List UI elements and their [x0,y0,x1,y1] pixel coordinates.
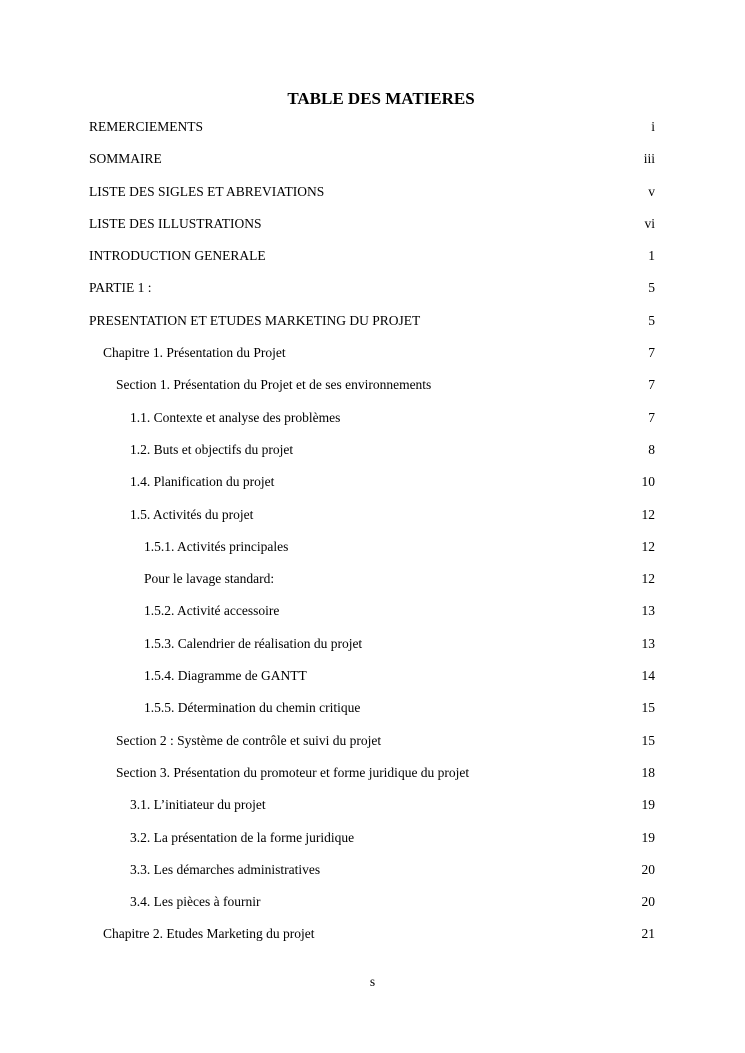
toc-entry[interactable] [89,343,655,375]
toc-entry[interactable] [89,117,655,149]
toc-entry[interactable] [89,860,655,892]
toc-entry[interactable] [89,828,655,860]
toc-entry[interactable] [89,763,655,795]
toc-entry-label: Pour le lavage standard: [144,571,275,587]
toc-entry-page-number: i [651,119,655,134]
toc-entry-label: 1.5.5. Détermination du chemin critique [144,700,361,716]
toc-entry[interactable] [89,698,655,730]
toc-entry-label: 1.1. Contexte et analyse des problèmes [130,409,341,425]
toc-entry-label: INTRODUCTION GENERALE [89,248,266,264]
toc-entry[interactable] [89,214,655,246]
toc-entry-label: Section 3. Présentation du promoteur et forme juridique du projet [116,764,470,780]
toc-entry-label: Section 1. Présentation du Projet et de ses environnements [116,377,432,393]
toc-entry-page-number: 5 [648,280,655,296]
toc-entry-page-number: 5 [648,312,655,328]
toc-entry-page-number: 21 [641,926,655,942]
toc-entry-page-number: 14 [641,668,655,684]
toc-entry-page-number: 12 [641,506,655,522]
toc-entry[interactable] [89,311,655,343]
toc-entry-page-number: 18 [641,764,655,780]
toc-entry[interactable] [89,440,655,472]
toc-entry[interactable] [89,569,655,601]
toc-entry-label: 1.5.3. Calendrier de réalisation du projet [144,635,363,651]
toc-entry-label: 1.5.2. Activité accessoire [144,603,280,619]
toc-entry-label: 3.2. La présentation de la forme juridique [130,829,355,845]
toc-entry-label: Chapitre 2. Etudes Marketing du projet [103,926,315,942]
toc-entry-label: 1.4. Planification du projet [130,474,275,490]
toc-entry[interactable] [89,731,655,763]
toc-entry-label: Section 2 : Système de contrôle et suivi du projet [116,732,382,748]
toc-entry-page-number: 13 [641,635,655,651]
toc-entry-label: PRESENTATION ET ETUDES MARKETING DU PROJET [89,312,421,328]
toc-entry-page-number: 7 [648,409,655,425]
toc-entry[interactable] [89,666,655,698]
toc-entry-page-number: vi [644,215,655,231]
toc-entry-page-number: 8 [648,441,655,457]
table-of-contents [89,117,655,957]
toc-entry-page-number: iii [643,151,655,167]
toc-entry-label: 3.4. Les pièces à fournir [130,894,261,910]
toc-entry-page-number: 15 [641,700,655,716]
toc-entry-page-number: 12 [641,571,655,587]
toc-title: TABLE DES MATIERES [287,89,475,108]
toc-entry-page-number: 7 [648,345,655,361]
toc-entry-label: LISTE DES SIGLES ET ABREVIATIONS [89,183,325,199]
toc-entry-page-number: 13 [641,603,655,619]
toc-entry[interactable] [89,795,655,827]
toc-entry[interactable] [89,601,655,633]
toc-entry-page-number: 19 [641,797,655,813]
toc-entry-label: 1.5.4. Diagramme de GANTT [144,668,307,684]
toc-entry[interactable] [89,182,655,214]
toc-entry-page-number: 20 [641,861,655,877]
toc-entry-label: 3.3. Les démarches administratives [130,861,321,877]
toc-entry-label: SOMMAIRE [89,151,162,167]
toc-entry-page-number: 10 [641,474,655,490]
toc-entry-label: 3.1. L’initiateur du projet [130,797,266,813]
toc-entry-label: Chapitre 1. Présentation du Projet [103,345,286,361]
page-footer: s [369,974,376,989]
toc-entry[interactable] [89,246,655,278]
toc-entry-page-number: 19 [641,829,655,845]
toc-entry[interactable] [89,924,655,956]
toc-entry-page-number: 1 [648,248,655,264]
toc-entry[interactable] [89,537,655,569]
toc-entry-label: PARTIE 1 : [89,280,152,296]
toc-entry[interactable] [89,375,655,407]
toc-entry-page-number: 15 [641,732,655,748]
toc-entry[interactable] [89,505,655,537]
toc-entry-page-number: 7 [648,377,655,393]
toc-entry-page-number: v [648,183,655,199]
toc-entry-label: 1.5.1. Activités principales [144,538,289,554]
toc-entry-page-number: 20 [641,894,655,910]
toc-entry-label: REMERCIEMENTS [89,119,204,134]
toc-entry[interactable] [89,892,655,924]
toc-entry-label: LISTE DES ILLUSTRATIONS [89,215,262,231]
toc-entry-label: 1.2. Buts et objectifs du projet [130,441,294,457]
toc-entry-label: 1.5. Activités du projet [130,506,254,522]
toc-entry[interactable] [89,408,655,440]
toc-entry[interactable] [89,149,655,181]
toc-entry[interactable] [89,634,655,666]
toc-entry[interactable] [89,472,655,504]
toc-entry[interactable] [89,278,655,310]
toc-entry-page-number: 12 [641,538,655,554]
